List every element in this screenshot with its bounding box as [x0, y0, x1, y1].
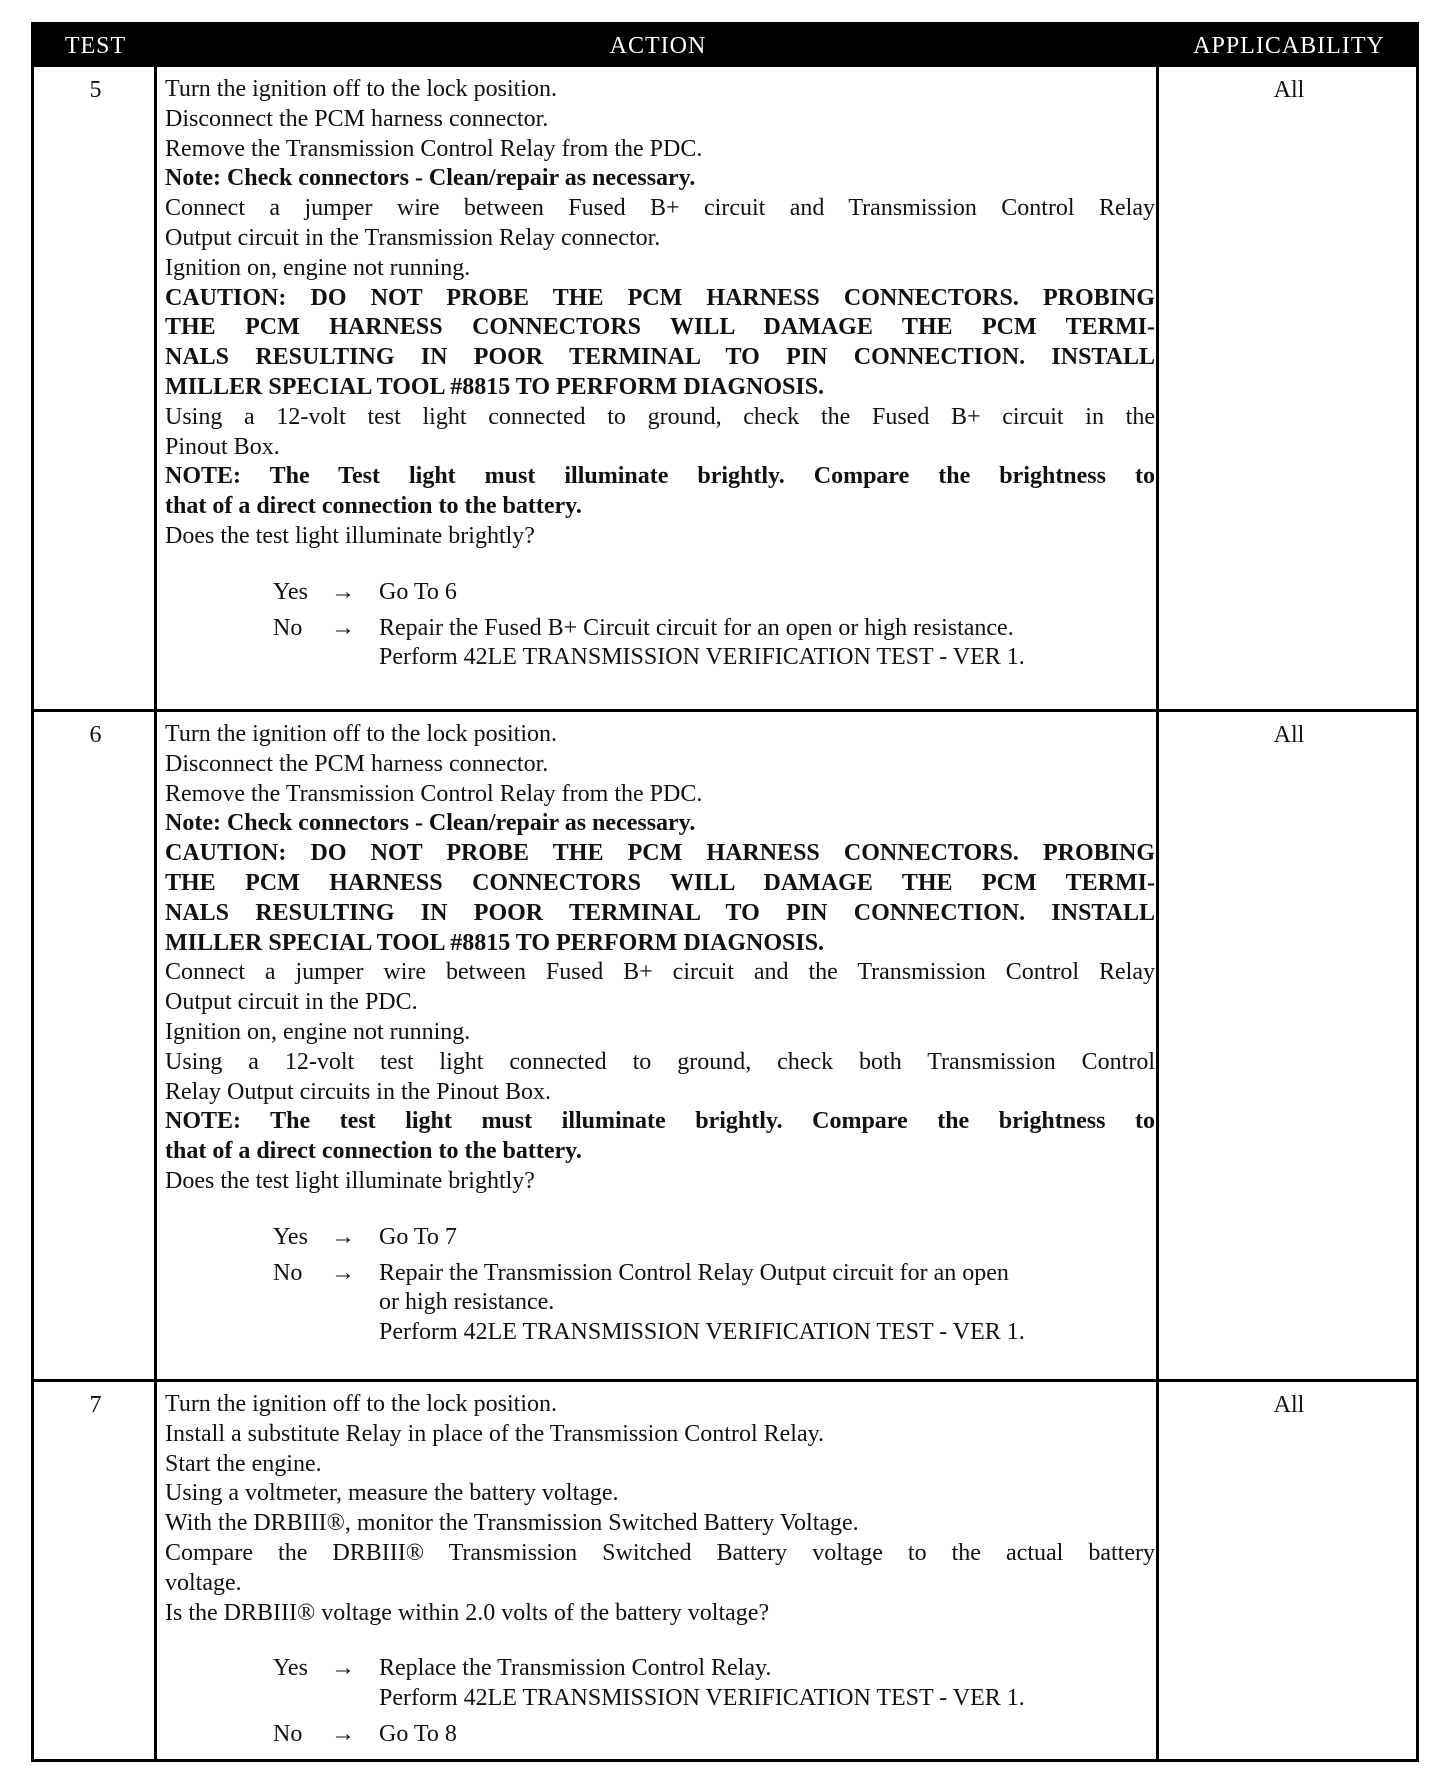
action-step-line: Install a substitute Relay in place of the Transmission Control Relay.: [165, 1420, 825, 1447]
action-step-line: Using a 12-volt test light connected to ground, check the Fused B+ circuit in the: [165, 403, 1155, 430]
action-note-line: that of a direct connection to the battery.: [165, 493, 582, 520]
test-applicability: All: [1273, 722, 1305, 748]
header-action: ACTION: [609, 33, 707, 59]
action-step-line: Using a voltmeter, measure the battery voltage.: [165, 1480, 619, 1507]
test-number: 5: [89, 77, 102, 103]
test-number: 7: [89, 1392, 102, 1418]
result-label: No: [273, 614, 303, 641]
action-step-line: Relay Output circuits in the Pinout Box.: [165, 1078, 551, 1105]
action-step-line: voltage.: [165, 1569, 242, 1596]
header-applicability: APPLICABILITY: [1193, 33, 1385, 59]
result-line: Go To 6: [379, 578, 457, 605]
action-step-line: Turn the ignition off to the lock position.: [165, 1391, 558, 1417]
action-step-line: Does the test light illuminate brightly?: [165, 1167, 535, 1194]
yes-result: [273, 1654, 1155, 1714]
action-note-line: NOTE: The test light must illuminate brightly. Compare the brightness to: [165, 1108, 1155, 1135]
diagnostic-table: [31, 22, 1419, 1762]
result-line: Go To 7: [379, 1223, 457, 1250]
test-row-7: [34, 1379, 1416, 1762]
header-test: TEST: [64, 33, 127, 59]
arrow-icon: →: [331, 1720, 355, 1747]
action-note-line: NALS RESULTING IN POOR TERMINAL TO PIN CONNECTION. INSTALL: [165, 899, 1155, 926]
arrow-icon: →: [331, 1655, 355, 1682]
action-step-line: Output circuit in the PDC.: [165, 989, 418, 1016]
action-step-line: Does the test light illuminate brightly?: [165, 522, 535, 549]
action-step-line: Connect a jumper wire between Fused B+ circuit and the Transmission Control Relay: [165, 959, 1155, 986]
result-label: No: [273, 1259, 303, 1286]
action-step-line: Turn the ignition off to the lock position.: [165, 76, 558, 102]
result-text: [379, 1654, 1155, 1714]
test-applicability: All: [1273, 77, 1305, 103]
result-text: [379, 614, 1155, 674]
result-text: [379, 1259, 1155, 1348]
arrow-icon: →: [331, 614, 355, 641]
spacer: [165, 552, 1155, 572]
test-number: 6: [89, 722, 102, 748]
no-result: [273, 1259, 1155, 1348]
yes-result: [273, 578, 1155, 608]
result-text: [379, 578, 1155, 608]
action-note-line: THE PCM HARNESS CONNECTORS WILL DAMAGE THE PCM TERMI-: [165, 869, 1155, 896]
action-step-line: With the DRBIII®, monitor the Transmission Switched Battery Voltage.: [165, 1510, 859, 1537]
action-step-line: Is the DRBIII® voltage within 2.0 volts of the battery voltage?: [165, 1599, 770, 1626]
test-applicability: All: [1273, 1392, 1305, 1418]
test-row-6: [34, 709, 1416, 1379]
action-step-line: Remove the Transmission Control Relay from the PDC.: [165, 780, 703, 807]
action-step-line: Remove the Transmission Control Relay from the PDC.: [165, 135, 703, 162]
action-step-line: Disconnect the PCM harness connector.: [165, 105, 549, 132]
result-line: Repair the Transmission Control Relay Output circuit for an open: [379, 1259, 1009, 1286]
result-line: or high resistance.: [379, 1289, 555, 1316]
action-note-line: CAUTION: DO NOT PROBE THE PCM HARNESS CONNECTORS. PROBING: [165, 840, 1155, 867]
action-note-line: MILLER SPECIAL TOOL #8815 TO PERFORM DIAGNOSIS.: [165, 929, 825, 956]
result-line: Perform 42LE TRANSMISSION VERIFICATION TEST - VER 1.: [379, 1685, 1025, 1712]
yes-result: [273, 1223, 1155, 1253]
spacer: [165, 1628, 1155, 1648]
result-label: Yes: [273, 1223, 308, 1250]
action-note-line: NALS RESULTING IN POOR TERMINAL TO PIN CONNECTION. INSTALL: [165, 344, 1155, 371]
test-row-5: [34, 67, 1416, 709]
action-step-line: Disconnect the PCM harness connector.: [165, 750, 549, 777]
action-step-line: Ignition on, engine not running.: [165, 1018, 471, 1045]
table-header: [34, 25, 1416, 67]
arrow-icon: →: [331, 1223, 355, 1250]
no-result: [273, 614, 1155, 674]
action-note-line: Note: Check connectors - Clean/repair as necessary.: [165, 165, 696, 192]
action-step-line: Compare the DRBIII® Transmission Switched Battery voltage to the actual battery: [165, 1539, 1155, 1566]
result-line: Perform 42LE TRANSMISSION VERIFICATION TEST - VER 1.: [379, 1319, 1025, 1346]
action-note-line: MILLER SPECIAL TOOL #8815 TO PERFORM DIAGNOSIS.: [165, 373, 825, 400]
action-step-line: Pinout Box.: [165, 433, 280, 460]
no-result: [273, 1720, 1155, 1750]
result-line: Perform 42LE TRANSMISSION VERIFICATION TEST - VER 1.: [379, 644, 1025, 671]
action-note-line: THE PCM HARNESS CONNECTORS WILL DAMAGE THE PCM TERMI-: [165, 314, 1155, 341]
action-note-line: NOTE: The Test light must illuminate brightly. Compare the brightness to: [165, 463, 1155, 490]
action-step-line: Using a 12-volt test light connected to ground, check both Transmission Control: [165, 1048, 1155, 1075]
action-step-line: Connect a jumper wire between Fused B+ circuit and Transmission Control Relay: [165, 195, 1155, 222]
action-step-line: Ignition on, engine not running.: [165, 254, 471, 281]
result-line: Go To 8: [379, 1720, 457, 1747]
result-line: Repair the Fused B+ Circuit circuit for an open or high resistance.: [379, 614, 1014, 641]
result-line: Replace the Transmission Control Relay.: [379, 1655, 772, 1682]
result-label: No: [273, 1720, 303, 1747]
result-text: [379, 1223, 1155, 1253]
action-note-line: CAUTION: DO NOT PROBE THE PCM HARNESS CONNECTORS. PROBING: [165, 284, 1155, 311]
result-text: [379, 1720, 1155, 1750]
test-action: [165, 1390, 1155, 1750]
arrow-icon: →: [331, 1259, 355, 1286]
test-action: [165, 75, 1155, 673]
result-label: Yes: [273, 578, 308, 605]
action-step-line: Output circuit in the Transmission Relay connector.: [165, 224, 661, 251]
action-note-line: that of a direct connection to the battery.: [165, 1138, 582, 1165]
spacer: [165, 1197, 1155, 1217]
action-step-line: Start the engine.: [165, 1450, 322, 1477]
action-step-line: Turn the ignition off to the lock position.: [165, 721, 558, 747]
test-action: [165, 720, 1155, 1348]
result-label: Yes: [273, 1655, 308, 1682]
arrow-icon: →: [331, 578, 355, 605]
action-note-line: Note: Check connectors - Clean/repair as necessary.: [165, 810, 696, 837]
